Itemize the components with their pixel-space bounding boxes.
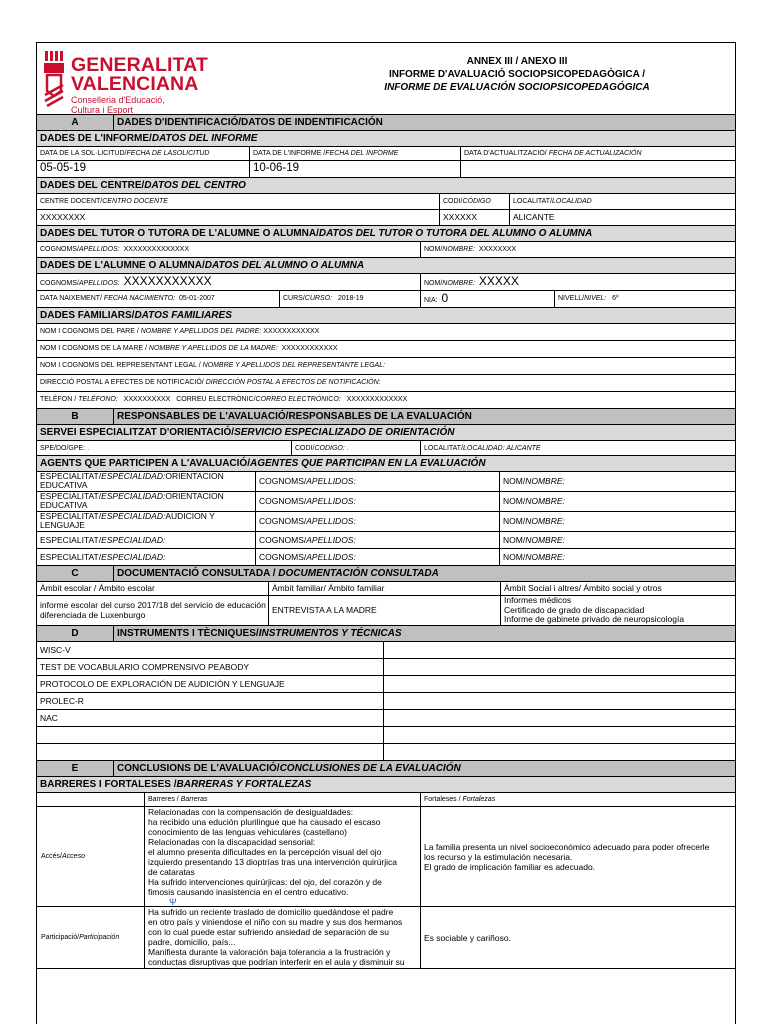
title-spanish: INFORME DE EVALUACIÓN SOCIOPSICOPEDAGÓGICA xyxy=(384,82,650,93)
agent-apellidos-field[interactable]: COGNOMS/ APELLIDOS: xyxy=(256,532,500,548)
centre-subheader: DADES DEL CENTRE/ DATOS DEL CENTRO xyxy=(37,178,735,194)
barreres-subheader: BARRERES I FORTALESES / BARRERAS Y FORTALEZAS xyxy=(37,777,735,793)
bf-column-headers xyxy=(37,793,735,807)
agent-especialidad-field[interactable]: ESPECIALITAT/ ESPECIALIDAD: xyxy=(37,549,256,565)
alumne-data-row xyxy=(37,291,735,308)
section-a-header xyxy=(37,115,735,131)
agent-row xyxy=(37,492,735,512)
logo-subtitle-line-1: Conselleria d'Educació, xyxy=(71,95,165,105)
centre-values-row xyxy=(37,210,735,226)
label-fecha-actualizacion: DATA D'ACTUALITZACIO/ FECHA DE ACTUALIZACIÓN xyxy=(464,150,642,157)
agent-nombre-field[interactable]: NOM/ NOMBRE: xyxy=(503,516,565,526)
servei-localidad-field[interactable]: LOCALITAT/LOCALIDAD: ALICANTE xyxy=(424,445,541,452)
instrument-field-extra[interactable] xyxy=(384,676,735,692)
form-title xyxy=(307,55,727,94)
generalitat-logo xyxy=(43,51,208,115)
label-codigo: CODI/CÓDIGO xyxy=(440,194,510,209)
cursor-anchor-icon: Ψ xyxy=(169,897,177,906)
barreras-header: Barreres / Barreras xyxy=(145,793,421,806)
telefono-email-field[interactable]: TELÈFON / TELÉFONO: XXXXXXXXXX CORREU ELECTRÒNIC/CORREO ELECTRÓNICO: XXXXXXXXXXXXX xyxy=(40,396,408,403)
curso-field[interactable]: CURS/CURSO: 2018-19 xyxy=(280,291,421,307)
fecha-informe-field[interactable]: 10-06-19 xyxy=(250,161,461,177)
form-sheet xyxy=(36,42,736,1024)
section-title: CONCLUSIONS DE L'AVALUACIÓ/CONCLUSIONES DE LA EVALUACIÓN xyxy=(117,763,461,774)
instrument-row xyxy=(37,642,735,659)
participacion-barreras-field[interactable]: Ha sufrido un reciente traslado de domicilio quedándose el padre en otro país y viniendose el niño con su madre y sus dos hermanos con lo cual puede estar sufriendo ansiedad de separación de su padre, domicilio, país... Manifiesta durante la valoración baja tolerancia a la frustración y conductas disruptivas que podrían interferir en el aula y disminuir su xyxy=(145,907,421,968)
instrument-row xyxy=(37,710,735,727)
label-fecha-informe: DATA DE L'INFORME /FECHA DEL INFORME xyxy=(250,147,461,160)
section-letter: E xyxy=(37,761,114,776)
localidad-field[interactable]: ALICANTE xyxy=(513,212,555,222)
representante-field[interactable]: NOM I COGNOMS DEL REPRESENTANT LEGAL / NOMBRE Y APELLIDOS DEL REPRESENTANTE LEGAL: xyxy=(40,362,386,369)
logo-name-line-2: VALENCIANA xyxy=(71,73,199,95)
instrument-row xyxy=(37,744,735,761)
agent-especialidad-field[interactable]: ESPECIALITAT/ESPECIALIDAD:ORIENTACION EDUCATIVA xyxy=(37,472,256,491)
instrument-field[interactable] xyxy=(37,744,384,760)
centre-labels-row xyxy=(37,194,735,210)
doc-escolar-header: Àmbit escolar / Ámbito escolar xyxy=(37,582,269,595)
instrument-field[interactable]: NAC xyxy=(37,710,384,726)
section-b-header xyxy=(37,409,735,425)
fortalezas-header: Fortaleses / Fortalezas xyxy=(424,796,496,803)
telefono-row xyxy=(37,392,735,409)
doc-social-field[interactable]: Informes médicos Certificado de grado de discapacidad Informe de gabinete privado de neuropsicología xyxy=(504,596,685,624)
nivel-field[interactable]: NIVELL/NIVEL: 6º xyxy=(558,295,619,302)
madre-row xyxy=(37,341,735,358)
familiars-subheader: DADES FAMILIARS/ DATOS FAMILIARES xyxy=(37,308,735,324)
informe-labels-row xyxy=(37,147,735,161)
agent-nombre-field[interactable]: NOM/ NOMBRE: xyxy=(503,535,565,545)
instrument-field[interactable] xyxy=(37,727,384,743)
doc-headers-row xyxy=(37,582,735,596)
participacion-label: Participació/ Participación xyxy=(37,907,145,968)
agent-apellidos-field[interactable]: COGNOMS/ APELLIDOS: xyxy=(256,512,500,531)
instrument-field-extra[interactable] xyxy=(384,710,735,726)
alumne-nombre-field[interactable]: NOM/NOMBRE: XXXXX xyxy=(424,274,519,288)
instrument-field-extra[interactable] xyxy=(384,642,735,658)
tutor-nombre-field[interactable]: NOM/NOMBRE: XXXXXXXX xyxy=(424,246,517,253)
instrument-field-extra[interactable] xyxy=(384,744,735,760)
alumne-name-row xyxy=(37,274,735,291)
doc-escolar-field[interactable]: informe escolar del curso 2017/18 del servicio de educación diferenciada de Luxenburgo xyxy=(37,596,269,625)
section-letter: D xyxy=(37,626,114,641)
section-title: RESPONSABLES DE L'AVALUACIÓ/RESPONSABLES DE LA EVALUACIÓN xyxy=(117,411,472,422)
informe-values-row xyxy=(37,161,735,178)
representante-row xyxy=(37,358,735,375)
agent-row xyxy=(37,549,735,566)
madre-field[interactable]: NOM I COGNOMS DE LA MARE / NOMBRE Y APELLIDOS DE LA MADRE: XXXXXXXXXXXX xyxy=(40,345,338,352)
section-c-header xyxy=(37,566,735,582)
participacion-fortalezas-field[interactable]: Es sociable y cariñoso. xyxy=(424,932,511,943)
agent-especialidad-field[interactable]: ESPECIALITAT/ ESPECIALIDAD: xyxy=(37,532,256,548)
instrument-field-extra[interactable] xyxy=(384,659,735,675)
subheader-va: DADES DE L'INFORME/ xyxy=(40,133,152,144)
agents-subheader: AGENTS QUE PARTICIPEN A L'AVALUACIÓ/ AGENTES QUE PARTICIPAN EN LA EVALUACIÓN xyxy=(37,456,735,472)
instrument-field[interactable]: WISC-V xyxy=(37,642,384,658)
agent-nombre-field[interactable]: NOM/ NOMBRE: xyxy=(503,476,565,486)
instrument-field[interactable]: PROTOCOLO DE EXPLORACIÓN DE AUDICIÓN Y LENGUAJE xyxy=(37,676,384,692)
section-title: DADES D'IDENTIFICACIÓ/DATOS DE INDENTIFICACIÓN xyxy=(117,117,383,128)
instrument-row xyxy=(37,727,735,744)
tutor-subheader: DADES DEL TUTOR O TUTORA DE L'ALUMNE O ALUMNA/ DATOS DEL TUTOR O TUTORA DEL ALUMNO O ALUMNA xyxy=(37,226,735,242)
logo-subtitle-line-2: Cultura i Esport xyxy=(71,105,134,115)
centro-docente-field[interactable]: XXXXXXXX xyxy=(37,210,440,225)
agent-apellidos-field[interactable]: COGNOMS/ APELLIDOS: xyxy=(256,492,500,511)
fecha-nacimiento-field[interactable]: DATA NAIXEMENT/ FECHA NACIMIENTO: 05-01-2007 xyxy=(37,291,280,307)
instrument-row xyxy=(37,676,735,693)
tutor-row xyxy=(37,242,735,258)
doc-familiar-header: Àmbit familiar/ Ámbito familiar xyxy=(269,582,501,595)
instrument-field-extra[interactable] xyxy=(384,727,735,743)
direccion-field[interactable]: DIRECCIÓ POSTAL A EFECTES DE NOTIFICACIÓ/ DIRECCIÓN POSTAL A EFECTOS DE NOTIFICACIÓN: xyxy=(40,379,381,386)
annex-label: ANNEX III / ANEXO III xyxy=(466,56,568,67)
servei-row xyxy=(37,441,735,456)
logo-name-line-1: GENERALITAT xyxy=(71,54,208,76)
generalitat-emblem-icon xyxy=(43,51,65,107)
agent-nombre-field[interactable]: NOM/ NOMBRE: xyxy=(503,496,565,506)
spe-field[interactable]: SPE/DO/GPE: . xyxy=(37,441,292,455)
agent-row xyxy=(37,472,735,492)
acceso-label: Accés/ Acceso xyxy=(37,807,145,906)
agent-nombre-field[interactable]: NOM/ NOMBRE: xyxy=(503,552,565,562)
instrument-field[interactable]: PROLEC-R xyxy=(37,693,384,709)
instrument-row xyxy=(37,659,735,676)
acceso-barreras-field[interactable]: Relacionadas con la compensación de desigualdades: ha recibido una edución plurilingue que ha causado el escaso conocimiento de las lenguas vehiculares (castellano) Relacionadas con la discapacidad sensorial: el alumno presenta dificultades en la percepción visual del ojo izquierdo presentando 13 dioptrías tras una intervención quirúrjica de cataratas Ha sufrido intervenciones quirúrjicas: del ojo, del corazón y de fimosis causando inasistencia en el centro educativo. Ψ xyxy=(145,807,421,906)
section-title: DOCUMENTACIÓ CONSULTADA / DOCUMENTACIÓN CONSULTADA xyxy=(117,568,439,579)
participacion-row xyxy=(37,907,735,969)
agent-row xyxy=(37,512,735,532)
agent-especialidad-field[interactable]: ESPECIALITAT/ESPECIALIDAD:ORIENTACION EDUCATIVA xyxy=(37,492,256,511)
doc-values-row xyxy=(37,596,735,626)
section-letter: B xyxy=(37,409,114,424)
title-valencian: INFORME D'AVALUACIÓ SOCIOPSICOPEDAGÒGICA / xyxy=(388,69,646,80)
label-fecha-solicitud: DATA DE LA SOL·LICITUD/FECHA DE LASOLICITUD xyxy=(37,147,250,160)
label-localidad: LOCALITAT/LOCALIDAD xyxy=(513,198,592,205)
acceso-fortalezas-field[interactable]: La familia presenta un nivel socioeconómico adecuado para poder ofrecerle los recurso y la estimulación necesaria. El grado de implicación familiar es adecuado. xyxy=(424,841,710,872)
instrument-field-extra[interactable] xyxy=(384,693,735,709)
alumne-apellidos-field[interactable]: COGNOMS/APELLIDOS: XXXXXXXXXXX xyxy=(37,274,421,290)
agent-especialidad-field[interactable]: ESPECIALITAT/ESPECIALIDAD:AUDICION Y LENGUAJE xyxy=(37,512,256,531)
acceso-row xyxy=(37,807,735,907)
codigo-field[interactable]: XXXXXX xyxy=(440,210,510,225)
agent-apellidos-field[interactable]: COGNOMS/ APELLIDOS: xyxy=(256,472,500,491)
alumne-subheader: DADES DE L'ALUMNE O ALUMNA/ DATOS DEL ALUMNO O ALUMNA xyxy=(37,258,735,274)
tutor-apellidos-field[interactable]: COGNOMS/APELLIDOS: XXXXXXXXXXXXXX xyxy=(37,242,421,257)
instrument-row xyxy=(37,693,735,710)
instrument-field[interactable]: TEST DE VOCABULARIO COMPRENSIVO PEABODY xyxy=(37,659,384,675)
padre-field[interactable]: NOM I COGNOMS DEL PARE / NOMBRE Y APELLIDOS DEL PADRE: XXXXXXXXXXXX xyxy=(40,328,320,335)
doc-familiar-field[interactable]: ENTREVISTA A LA MADRE xyxy=(269,596,501,625)
servei-codigo-field[interactable]: CODI/CODIGO: . xyxy=(292,441,421,455)
section-letter: C xyxy=(37,566,114,581)
servei-subheader: SERVEI ESPECIALITZAT D'ORIENTACIÓ/ SERVICIO ESPECIALIZADO DE ORIENTACIÓN xyxy=(37,425,735,441)
informe-subheader xyxy=(37,131,735,147)
section-e-header xyxy=(37,761,735,777)
section-d-header xyxy=(37,626,735,642)
direccion-row xyxy=(37,375,735,392)
fecha-solicitud-field[interactable]: 05-05-19 xyxy=(37,161,250,177)
nia-field[interactable]: NIA: 0 xyxy=(421,291,555,307)
doc-social-header: Àmbit Social i altres/ Ámbito social y otros xyxy=(504,583,662,593)
section-letter: A xyxy=(37,115,114,130)
agent-row xyxy=(37,532,735,549)
agent-apellidos-field[interactable]: COGNOMS/ APELLIDOS: xyxy=(256,549,500,565)
label-centro-docente: CENTRE DOCENT/CENTRO DOCENTE xyxy=(37,194,440,209)
subheader-es: DATOS DEL INFORME xyxy=(151,133,258,144)
padre-row xyxy=(37,324,735,341)
fecha-actualizacion-field[interactable] xyxy=(461,161,735,177)
section-title: INSTRUMENTS I TÈCNIQUES/INSTRUMENTOS Y TÉCNICAS xyxy=(117,628,402,639)
form-header xyxy=(37,43,735,115)
